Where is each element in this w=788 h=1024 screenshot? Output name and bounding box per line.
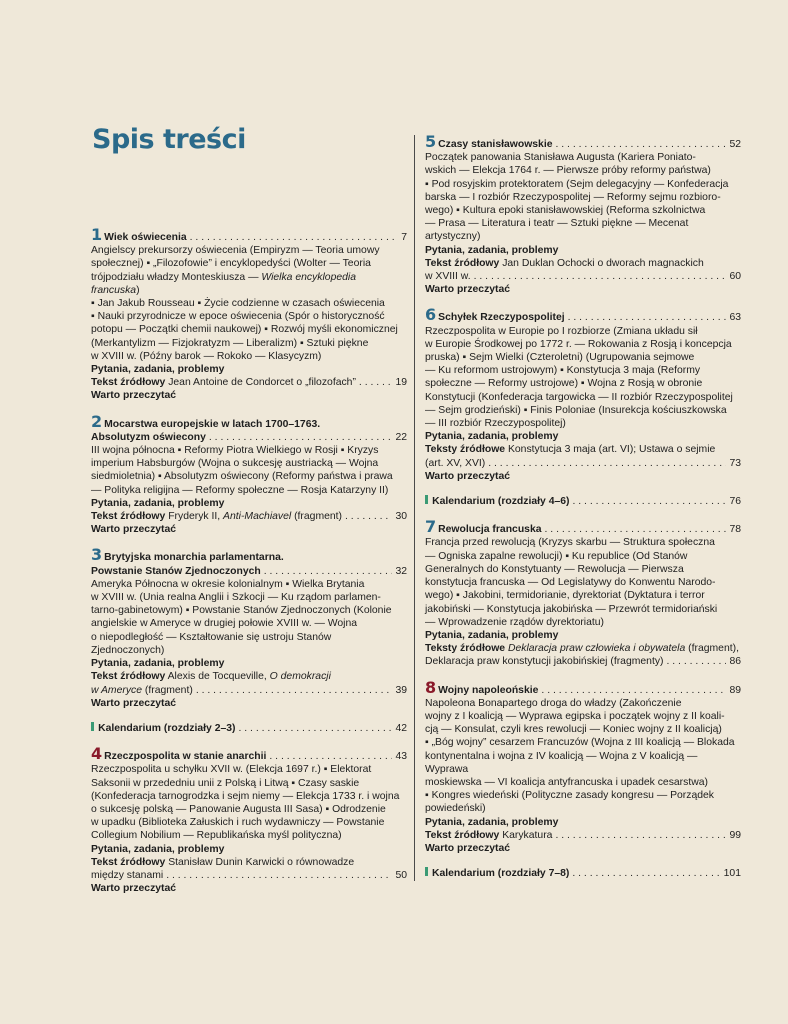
source-label: Tekst źródłowy <box>91 511 166 523</box>
green-square-icon <box>425 867 428 876</box>
questions-label: Pytania, zadania, problemy <box>91 497 225 509</box>
toc-chapter-8 <box>425 677 741 856</box>
source-text: (fragment) <box>142 684 193 696</box>
source-text: między stanami <box>91 869 164 881</box>
toc-chapter-2 <box>91 411 407 537</box>
page-number: 78 <box>729 524 741 536</box>
chapter-line: — Polityka religijna — Reformy społeczne — Rosja Katarzyny II) <box>91 484 389 496</box>
chapter-line: (Merkantylizm — Fizjokratyzm — Liberalizm) ▪ Sztuki piękne <box>91 337 369 349</box>
source-text: Fryderyk II, <box>168 511 224 523</box>
dot-leader <box>568 311 727 324</box>
calendar-entry[interactable] <box>425 867 741 880</box>
source-text: Stanisław Dunin Karwicki o równowadze <box>168 856 355 868</box>
source-entry[interactable] <box>91 684 407 697</box>
chapter-number: 7 <box>425 517 437 537</box>
chapter-line: cją — Konsulat, czyli kres rewolucji — Koniec wojny z II koalicją) <box>425 724 722 736</box>
chapter-title: Brytyjska monarchia parlamentarna. <box>104 552 284 564</box>
chapter-line: Początek panowania Stanisława Augusta (Kariera Poniato- <box>425 152 696 164</box>
dot-leader <box>572 867 720 880</box>
dot-leader <box>166 869 392 882</box>
toc-chapter-1 <box>91 225 407 403</box>
chapter-heading[interactable] <box>91 225 407 244</box>
toc-chapter-4 <box>91 744 407 895</box>
chapter-line <box>91 271 407 297</box>
questions-label: Pytania, zadania, problemy <box>425 244 559 256</box>
chapter-number: 3 <box>91 545 103 565</box>
chapter-line: Collegium Nobilium — Republikańska myśl polityczna) <box>91 830 342 842</box>
chapter-title: Mocarstwa europejskie w latach 1700–1763. <box>104 418 321 430</box>
chapter-number: 8 <box>425 677 437 697</box>
page-number: 89 <box>729 684 741 696</box>
source-label: Teksty źródłowe <box>425 444 506 456</box>
chapter-line: jakobiński — Konstytucja jakobińska — Przewrót termidoriański <box>425 603 718 615</box>
source-text: Alexis de Tocqueville, <box>167 671 270 683</box>
source-label: Teksty źródłowe <box>425 643 506 655</box>
chapter-number: 2 <box>91 411 103 431</box>
chapter-subtitle: Absolutyzm oświecony <box>91 431 206 443</box>
dot-leader <box>488 457 726 470</box>
source-entry[interactable] <box>425 270 741 283</box>
chapter-subtitle: Powstanie Stanów Zjednoczonych <box>91 565 261 577</box>
chapter-line: Francja przed rewolucją (Kryzys skarbu — Struktura społeczna <box>425 537 715 549</box>
chapter-line: powiedeński) <box>425 803 486 815</box>
reading-label: Warto przeczytać <box>425 842 511 854</box>
chapter-line: Konstytucji (Konfederacja targowicka — II rozbiór Rzeczypospolitej <box>425 391 733 403</box>
chapter-line: artystyczny) <box>425 231 481 243</box>
reading-label: Warto przeczytać <box>91 697 177 709</box>
page-number: 39 <box>395 684 407 696</box>
reading-label: Warto przeczytać <box>425 284 511 296</box>
page-number: 73 <box>729 457 741 469</box>
reading-label: Warto przeczytać <box>91 883 177 895</box>
dot-leader <box>190 231 399 244</box>
chapter-line: — Ku reformom ustrojowym) ▪ Konstytucja 3 maja (Reformy <box>425 365 701 377</box>
source-text: Konstytucja 3 maja (art. VI); Ustawa o sejmie <box>507 444 716 456</box>
page-number: 101 <box>723 868 741 880</box>
page-number: 63 <box>729 312 741 324</box>
source-label: Tekst źródłowy <box>425 829 500 841</box>
dot-leader <box>541 684 726 697</box>
chapter-line: angielskie w Ameryce w drugiej połowie XVIII w. — Wojna <box>91 618 358 630</box>
dot-leader <box>474 270 727 283</box>
toc-chapter-6 <box>425 305 741 483</box>
italic-title: w Ameryce <box>91 684 142 696</box>
chapter-line: Rzeczpospolita u schyłku XVII w. (Elekcja 1697 r.) ▪ Elektorat <box>91 764 372 776</box>
questions-label: Pytania, zadania, problemy <box>425 629 559 641</box>
dot-leader <box>545 523 727 536</box>
chapter-title: Czasy stanisławowskie <box>438 139 553 150</box>
page-number: 76 <box>729 496 741 508</box>
source-text: Deklaracja praw konstytucji jakobińskiej (fragmenty) <box>425 656 664 668</box>
chapter-line: (Konfederacja tarnogrodzka i sejm niemy — Elekcja 1733 r. i wojna <box>91 790 400 802</box>
toc-chapter-7 <box>425 517 741 668</box>
source-entry[interactable] <box>425 457 741 470</box>
chapter-line: w Europie Środkowej po 1772 r. — Rokowania z Rosją i koncepcja <box>425 338 732 350</box>
chapter-line: Zjednoczonych) <box>91 644 165 656</box>
source-label: Tekst źródłowy <box>91 671 166 683</box>
chapter-line: III wojna północna ▪ Reformy Piotra Wielkiego w Rosji ▪ Kryzys <box>91 445 379 457</box>
chapter-line: tarno-gabinetowym) ▪ Powstanie Stanów Zjednoczonych (Kolonie <box>91 605 392 617</box>
source-text: w XVIII w. <box>425 271 471 283</box>
calendar-label: Kalendarium (rozdziały 4–6) <box>432 496 570 508</box>
chapter-line: kontynentalna i wojna z IV koalicją — Wojna z V koalicją — Wyprawa <box>425 750 698 775</box>
reading-label: Warto przeczytać <box>91 390 177 402</box>
chapter-line: pruska) ▪ Sejm Wielki (Czteroletni) (Ugrupowania sejmowe <box>425 352 695 364</box>
source-entry-line[interactable] <box>425 642 741 655</box>
source-entry[interactable] <box>425 655 741 668</box>
chapter-line: Ameryka Północna w okresie kolonialnym ▪ Wielka Brytania <box>91 578 365 590</box>
dot-leader <box>269 750 392 763</box>
page-number: 7 <box>401 232 407 243</box>
source-entry[interactable] <box>425 829 741 842</box>
chapter-line: — III rozbiór Rzeczypospolitej) <box>425 418 566 430</box>
chapter-heading[interactable] <box>91 411 407 431</box>
toc-left-column <box>91 225 407 907</box>
dot-leader <box>239 722 393 735</box>
source-text: (fragment) <box>291 511 343 523</box>
calendar-label: Kalendarium (rozdziały 2–3) <box>98 722 236 734</box>
chapter-line: potopu — Początki chemii naukowej) ▪ Rozwój myśli ekonomicznej <box>91 324 398 336</box>
toc-chapter-5 <box>425 132 741 296</box>
source-entry-line[interactable] <box>425 257 741 270</box>
dot-leader <box>345 510 392 523</box>
page-number: 99 <box>729 829 741 841</box>
questions-label: Pytania, zadania, problemy <box>91 658 225 670</box>
chapter-heading[interactable] <box>425 305 741 325</box>
source-label: Tekst źródłowy <box>425 257 500 269</box>
source-text: Jan Duklan Ochocki o dworach magnackich <box>502 257 704 269</box>
chapter-line: wojny z I koalicją — Wyprawa egipska i początek wojny z II koali- <box>425 710 725 722</box>
chapter-heading[interactable] <box>91 744 407 764</box>
text-run: ) <box>136 284 140 296</box>
chapter-line: o sukcesję polską — Panowanie Augusta III Sasa) ▪ Odrodzenie <box>91 803 386 815</box>
dot-leader <box>556 138 727 151</box>
chapter-line: Angielscy prekursorzy oświecenia (Empiryzm — Teoria umowy <box>91 245 380 257</box>
questions-label: Pytania, zadania, problemy <box>425 431 559 443</box>
chapter-line: Rzeczpospolita w Europie po I rozbiorze (Zmiana układu sił <box>425 325 698 337</box>
page-number: 43 <box>395 751 407 763</box>
chapter-number: 4 <box>91 744 103 764</box>
italic-title: Wielka encyklopedia francuska <box>91 271 357 296</box>
chapter-heading[interactable] <box>425 677 741 697</box>
chapter-line: wego) ▪ Jakobini, termidorianie, dyrektoriat (Dyktatura i terror <box>425 590 705 602</box>
chapter-subheading[interactable] <box>91 565 407 578</box>
chapter-heading[interactable] <box>425 132 741 151</box>
chapter-line: Generalnych do Konstytuanty — Rewolucja — Pierwsza <box>425 563 684 575</box>
chapter-number: 1 <box>91 225 103 244</box>
questions-label: Pytania, zadania, problemy <box>91 843 225 855</box>
chapter-subheading[interactable] <box>91 431 407 444</box>
italic-title: O demokracji <box>269 671 331 683</box>
chapter-line: — Wprowadzenie rządów dyrektoriatu) <box>425 616 605 628</box>
page-number: 42 <box>395 722 407 734</box>
questions-label: Pytania, zadania, problemy <box>91 364 225 376</box>
source-text: (fragment), <box>685 643 739 655</box>
dot-leader <box>573 495 727 508</box>
chapter-line: Saksonii w przededniu unii z Polską i Litwą ▪ Czasy saskie <box>91 777 360 789</box>
green-square-icon <box>91 722 94 731</box>
column-divider <box>414 135 415 881</box>
calendar-label: Kalendarium (rozdziały 7–8) <box>431 868 570 880</box>
chapter-line: — Prasa — Literatura i teatr — Sztuki piękne — Mecenat <box>425 218 689 230</box>
green-square-icon <box>425 495 428 504</box>
dot-leader <box>667 655 727 668</box>
chapter-line: społecznej) ▪ „Filozofowie” i encyklopedyści (Wolter — Teoria <box>91 258 371 270</box>
text-run: trójpodziału władzy Monteskiusza — <box>91 271 262 283</box>
dot-leader <box>555 829 726 842</box>
page-number: 32 <box>395 565 407 577</box>
source-entry-line[interactable] <box>425 443 741 456</box>
chapter-line: ▪ Kongres wiedeński (Polityczne zasady kongresu — Porządek <box>425 790 714 802</box>
chapter-title: Wiek oświecenia <box>104 232 187 243</box>
page-number: 60 <box>729 271 741 283</box>
source-text: Jean Antoine de Condorcet o „filozofach” <box>168 377 356 389</box>
calendar-entry[interactable] <box>91 722 407 735</box>
chapter-line: ▪ Nauki przyrodnicze w epoce oświecenia (Spór o historyczność <box>91 311 385 323</box>
dot-leader <box>264 565 393 578</box>
italic-title: Deklaracja praw człowieka i obywatela <box>507 643 686 655</box>
chapter-line: ▪ Jan Jakub Rousseau ▪ Życie codzienne w czasach oświecenia <box>91 298 385 310</box>
chapter-line: ▪ Pod rosyjskim protektoratem (Sejm delegacyjny — Konfederacja <box>425 178 729 190</box>
chapter-line: wskich — Elekcja 1764 r. — Pierwsze próby reformy państwa) <box>425 165 711 177</box>
italic-title: Anti-Machiavel <box>223 511 292 523</box>
chapter-title: Rzeczpospolita w stanie anarchii <box>104 751 267 763</box>
chapter-heading[interactable] <box>425 517 741 537</box>
chapter-line: — Sejm grodzieński) ▪ Finis Poloniae (Insurekcja kościuszkowska <box>425 404 727 416</box>
questions-label: Pytania, zadania, problemy <box>425 816 559 828</box>
dot-leader <box>359 376 393 389</box>
page-number: 50 <box>395 869 407 881</box>
chapter-title: Rewolucja francuska <box>438 524 542 536</box>
page-number: 19 <box>395 377 407 389</box>
chapter-line: wego) ▪ Kultura epoki stanisławowskiej (Reforma szkolnictwa <box>425 205 706 217</box>
source-entry-line[interactable] <box>91 856 407 869</box>
chapter-line: w XVIII w. (Późny barok — Rokoko — Klasycyzm) <box>91 350 322 362</box>
toc-chapter-3 <box>91 545 407 709</box>
page-title: Spis treści <box>92 124 246 155</box>
chapter-line: imperium Habsburgów (Wojna o sukcesję austriacką — Wojna <box>91 458 379 470</box>
chapter-title: Wojny napoleońskie <box>438 684 539 696</box>
toc-right-column <box>425 132 741 892</box>
page-number: 22 <box>395 431 407 443</box>
chapter-number: 6 <box>425 305 437 325</box>
chapter-line: konstytucja francuska — Od Legislatywy do Konwentu Narodo- <box>425 577 716 589</box>
source-entry[interactable] <box>91 376 407 389</box>
source-entry-line[interactable] <box>91 670 407 683</box>
source-text: Karykatura <box>502 829 553 841</box>
source-entry[interactable] <box>91 869 407 882</box>
chapter-line: społeczne — Reformy ustrojowe) ▪ Wojna z Rosją w obronie <box>425 378 703 390</box>
page-number: 30 <box>395 511 407 523</box>
chapter-line: — Ogniska zapalne rewolucji) ▪ Ku republice (Od Stanów <box>425 550 688 562</box>
chapter-line: moskiewska — VI koalicja antyfrancuska i upadek cesarstwa) <box>425 776 708 788</box>
dot-leader <box>209 431 393 444</box>
reading-label: Warto przeczytać <box>425 470 511 482</box>
chapter-title: Schyłek Rzeczypospolitej <box>438 312 565 324</box>
chapter-number: 5 <box>425 132 437 151</box>
page-number: 86 <box>729 656 741 668</box>
source-text: (art. XV, XVI) <box>425 457 486 469</box>
chapter-heading[interactable] <box>91 545 407 565</box>
chapter-line: w upadku (Biblioteka Załuskich i ruch wydawniczy — Powstanie <box>91 817 385 829</box>
chapter-line: Napoleona Bonapartego droga do władzy (Zakończenie <box>425 697 682 709</box>
chapter-line: ▪ „Bóg wojny” cesarzem Francuzów (Wojna z III koalicją — Blokada <box>425 737 735 749</box>
dot-leader <box>196 684 393 697</box>
chapter-line: siedmioletnia) ▪ Absolutyzm oświecony (Reformy państwa i prawa <box>91 471 393 483</box>
source-label: Tekst źródłowy <box>91 856 166 868</box>
source-label: Tekst źródłowy <box>91 377 166 389</box>
source-entry[interactable] <box>91 510 407 523</box>
page-number: 52 <box>729 139 741 150</box>
chapter-line: barska — I rozbiór Rzeczypospolitej — Reformy sejmu rozbioro- <box>425 191 721 203</box>
chapter-line: o niepodległość — Kształtowanie się ustroju Stanów <box>91 631 332 643</box>
calendar-entry[interactable] <box>425 495 741 508</box>
chapter-line: w XVIII w. (Unia realna Anglii i Szkocji — Ku rządom parlamen- <box>91 592 381 604</box>
reading-label: Warto przeczytać <box>91 524 177 536</box>
